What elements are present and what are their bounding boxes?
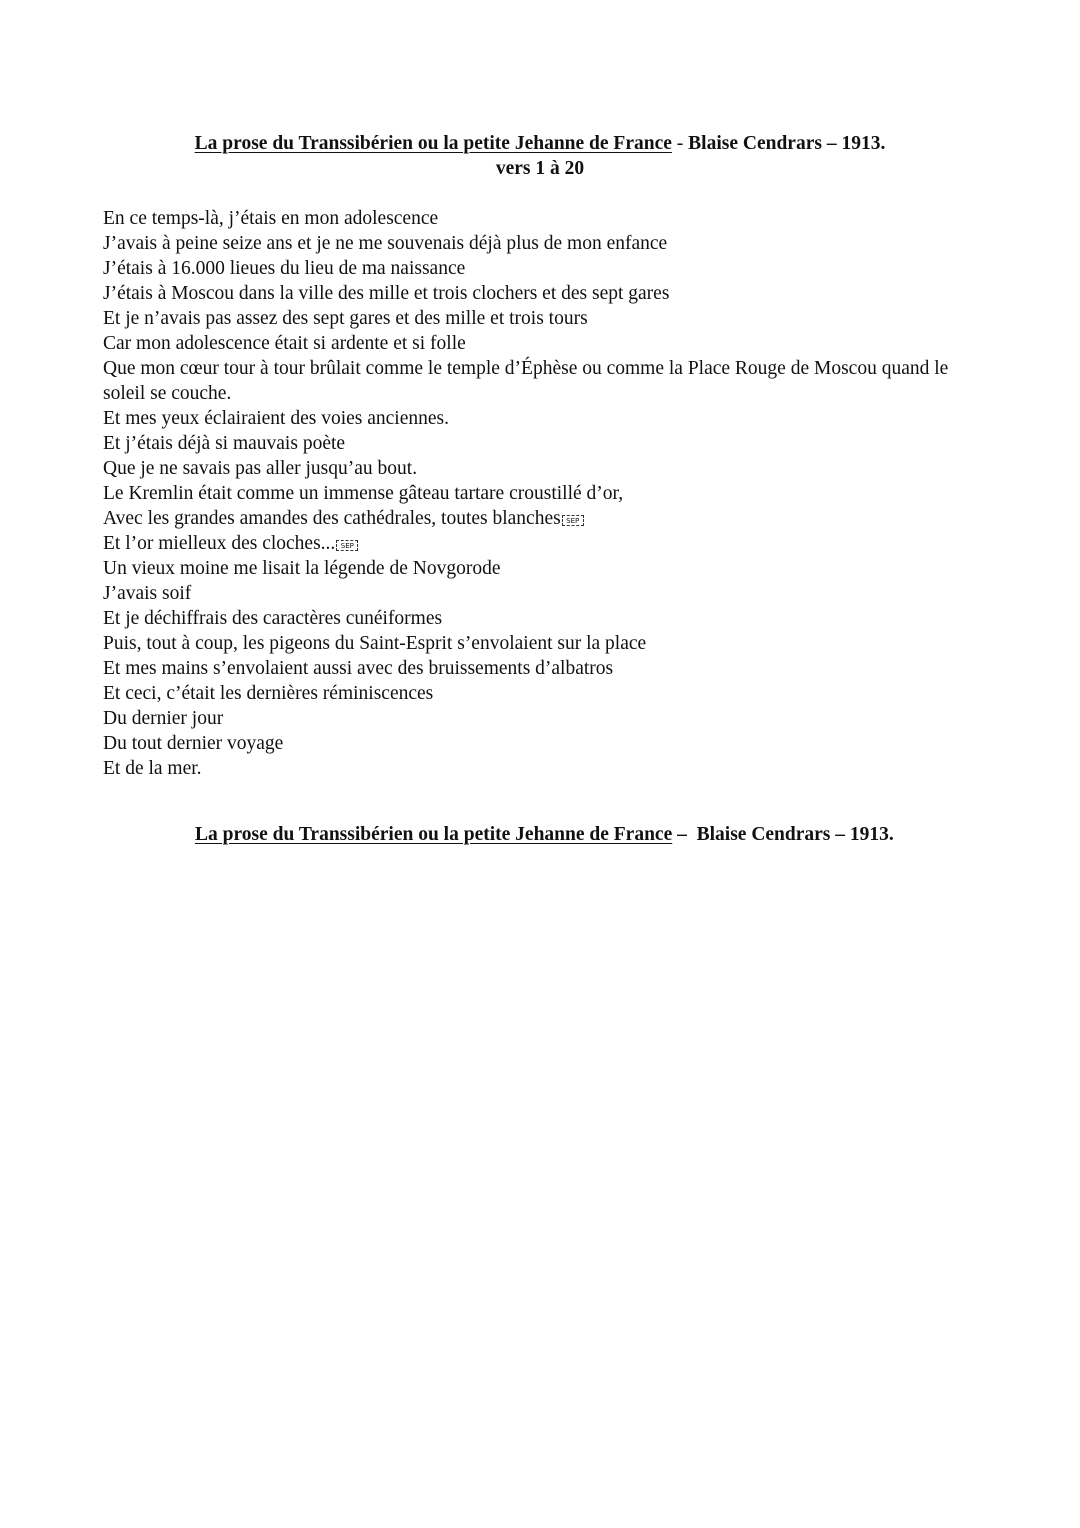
verse-15: J’avais soif — [103, 583, 192, 604]
verse-5: Et je n’avais pas assez des sept gares et des mille et trois tours — [103, 308, 588, 329]
header-separator: - — [671, 133, 689, 154]
poem-body — [103, 206, 983, 781]
verse-8: Et mes yeux éclairaient des voies anciennes. — [103, 408, 449, 429]
footer-separator: – — [672, 824, 697, 845]
header-subtitle: vers 1 à 20 — [495, 158, 585, 179]
header-author-year: Blaise Cendrars – 1913. — [688, 133, 886, 154]
verse-7: Que mon cœur tour à tour brûlait comme le temple d’Éphèse ou comme la Place Rouge de Moscou quand le soleil se couche. — [103, 358, 949, 404]
sep-marker-icon: SEP — [336, 540, 358, 551]
verse-12 — [103, 506, 983, 531]
footer-title: La prose du Transsibérien ou la petite Jehanne de France — [195, 824, 673, 845]
verse-1: En ce temps-là, j’étais en mon adolescence — [103, 208, 439, 229]
verse-6: Car mon adolescence était si ardente et si folle — [103, 333, 466, 354]
verse-13-text: Et l’or mielleux des cloches... — [103, 533, 336, 554]
verse-13 — [103, 531, 983, 556]
verse-2: J’avais à peine seize ans et je ne me souvenais déjà plus de mon enfance — [103, 233, 668, 254]
verse-3: J’étais à 16.000 lieues du lieu de ma naissance — [103, 258, 466, 279]
sep-marker-icon: SEP — [562, 515, 584, 526]
verse-20: Du dernier jour — [103, 708, 224, 729]
verse-4: J’étais à Moscou dans la ville des mille et trois clochers et des sept gares — [103, 283, 670, 304]
verse-10: Que je ne savais pas aller jusqu’au bout. — [103, 458, 418, 479]
footer-author-year: Blaise Cendrars – 1913. — [696, 824, 894, 845]
verse-21: Du tout dernier voyage — [103, 733, 284, 754]
verse-17: Puis, tout à coup, les pigeons du Saint-Esprit s’envolaient sur la place — [103, 633, 647, 654]
verse-22: Et de la mer. — [103, 758, 202, 779]
verse-9: Et j’étais déjà si mauvais poète — [103, 433, 346, 454]
header-title-line — [0, 131, 1080, 156]
document-header — [0, 131, 1080, 181]
document-footer — [195, 822, 995, 847]
verse-19: Et ceci, c’était les dernières réminiscences — [103, 683, 434, 704]
verse-11: Le Kremlin était comme un immense gâteau tartare croustillé d’or, — [103, 483, 624, 504]
verse-16: Et je déchiffrais des caractères cunéiformes — [103, 608, 443, 629]
header-title: La prose du Transsibérien ou la petite Jehanne de France — [194, 133, 672, 154]
verse-12-text: Avec les grandes amandes des cathédrales, toutes blanches — [103, 508, 561, 529]
verse-14: Un vieux moine me lisait la légende de Novgorode — [103, 558, 501, 579]
verse-18: Et mes mains s’envolaient aussi avec des bruissements d’albatros — [103, 658, 614, 679]
